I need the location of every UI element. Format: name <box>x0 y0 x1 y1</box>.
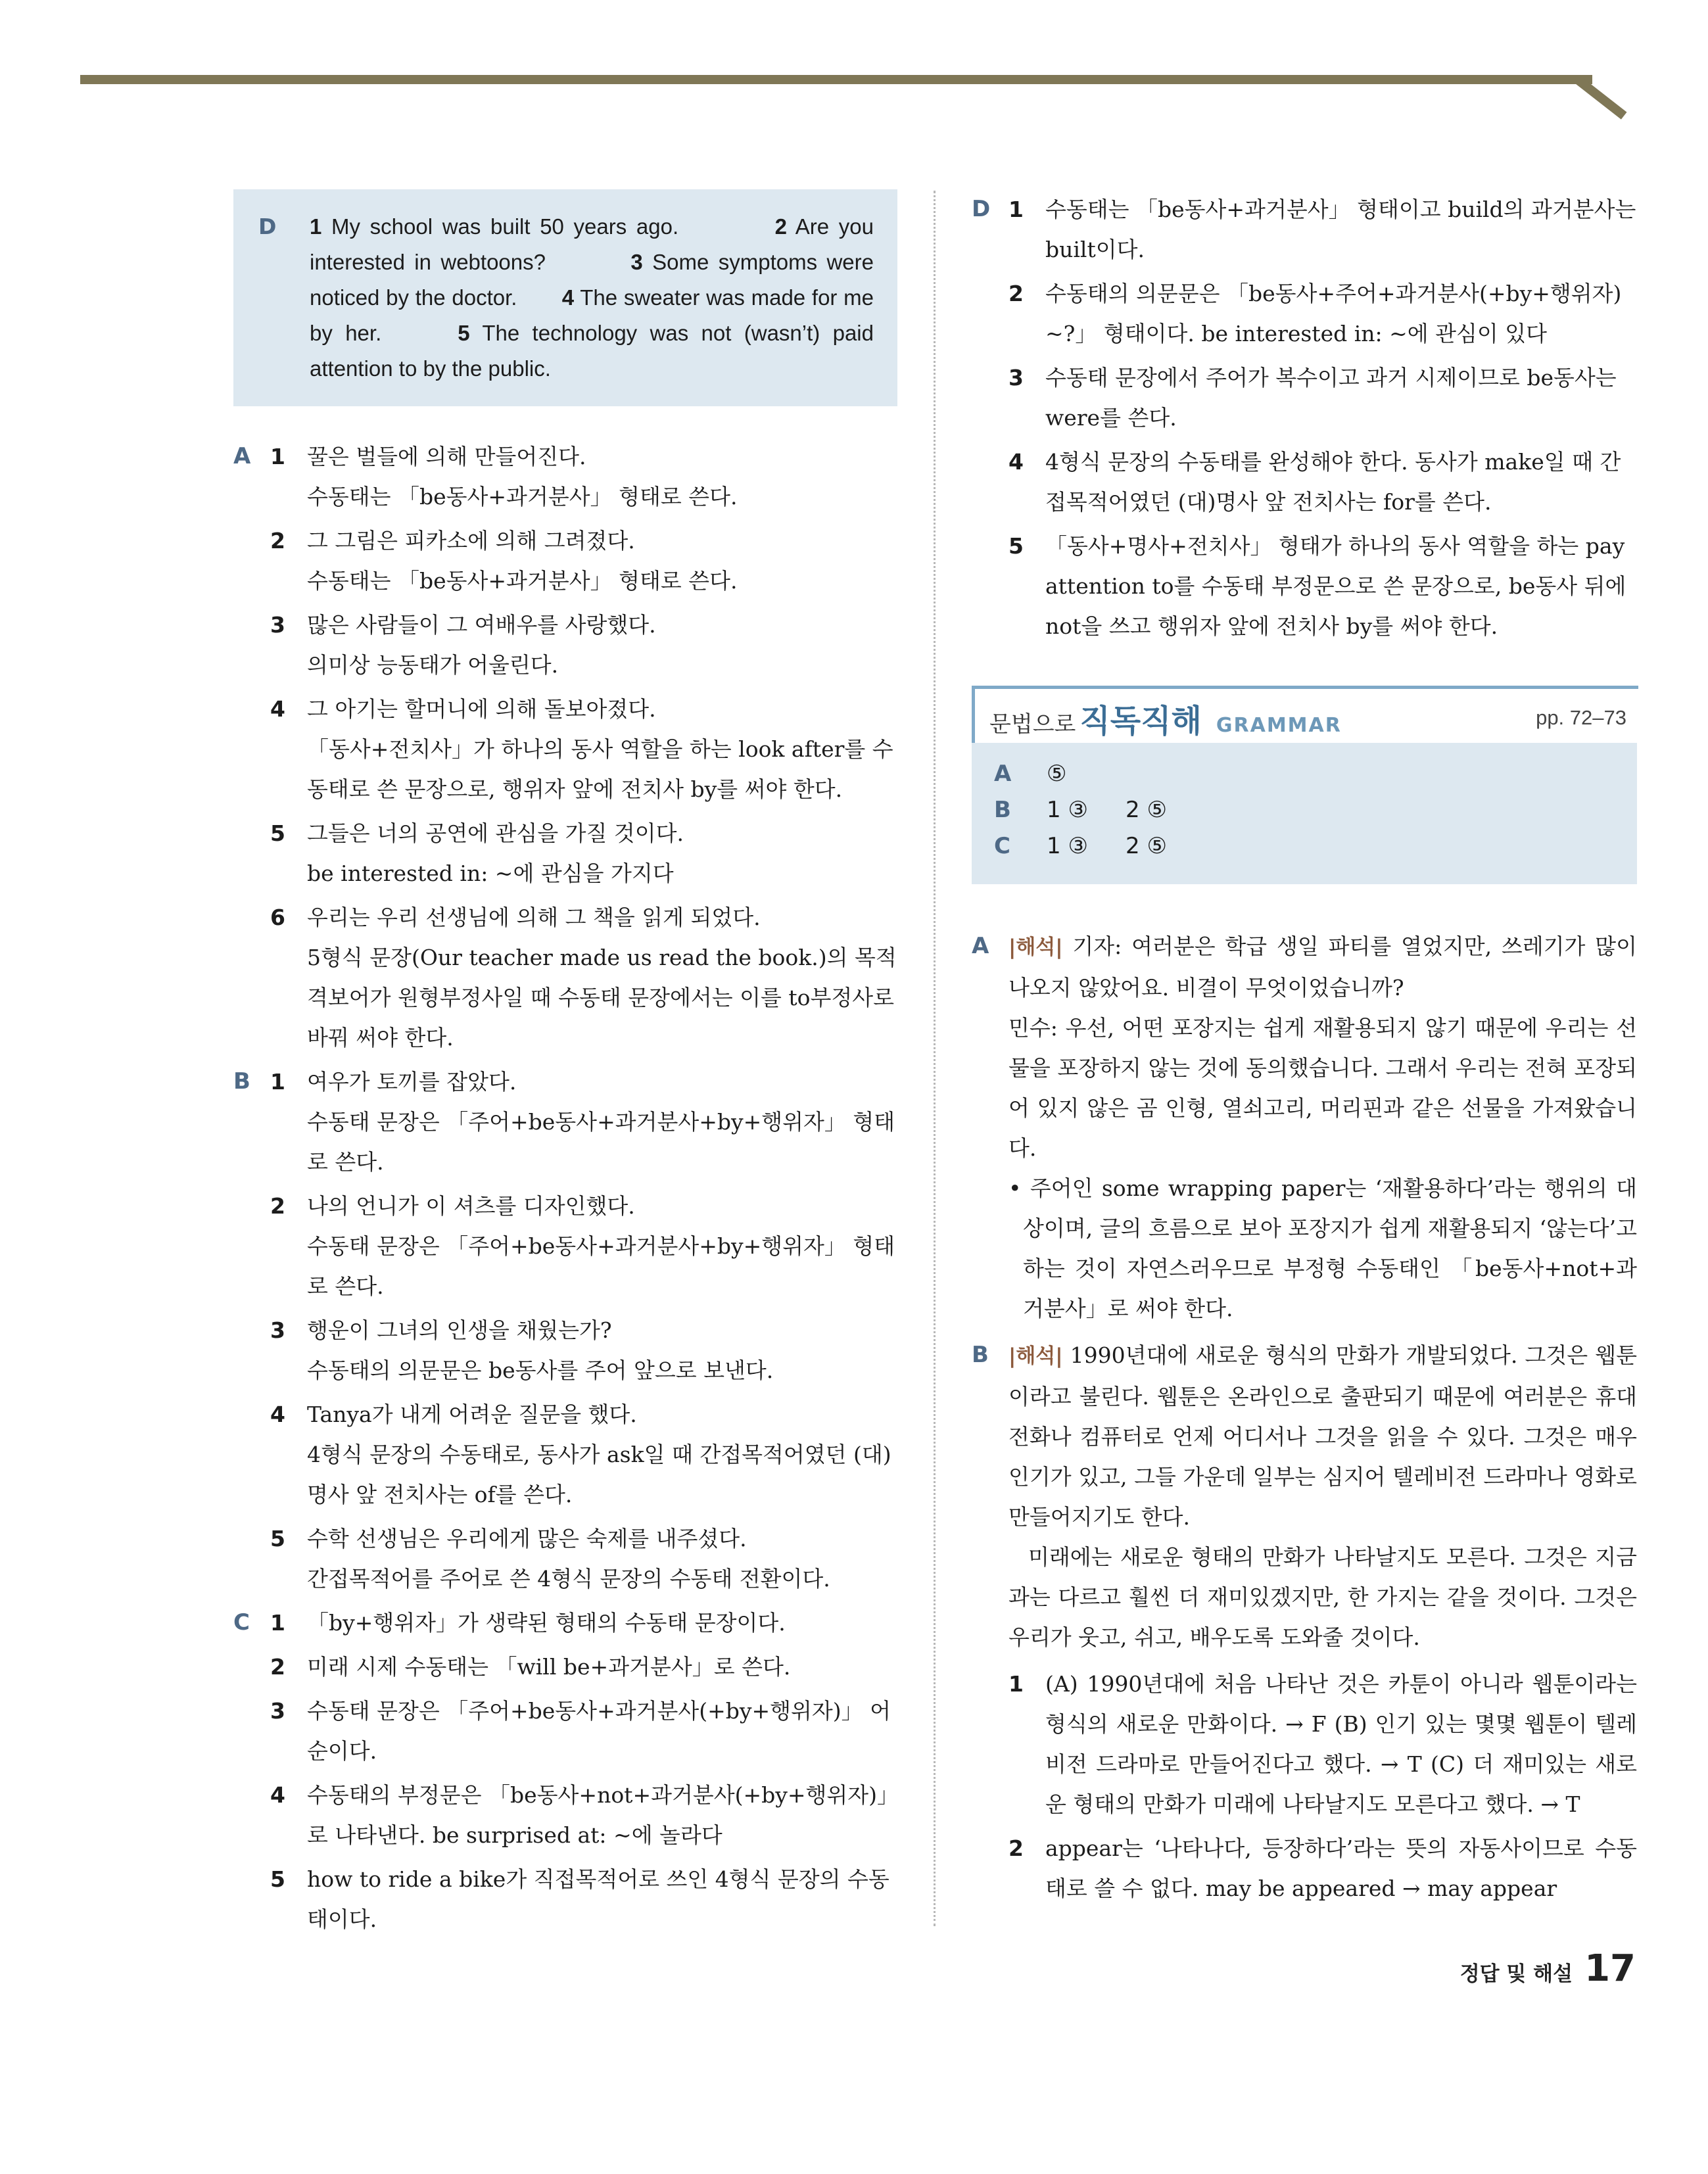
translation-tag: |해석| <box>1008 935 1063 959</box>
item-line: 5형식 문장(Our teacher made us read the book.)의 목적격보어가 원형부정사일 때 수동태 문장에서는 이를 to부정사로 바꿔 써야 한다. <box>307 945 897 1051</box>
item-number: 3 <box>270 612 285 638</box>
section-label: D <box>972 196 991 222</box>
item-number: 2 <box>1008 281 1024 306</box>
tag-text: 해석 <box>1016 935 1056 959</box>
item-line: 수동태 문장에서 주어가 복수이고 과거 시제이므로 be동사는 were를 쓴다. <box>1045 365 1617 431</box>
item-number: 4 <box>1008 449 1024 475</box>
answer-num: 2 <box>774 214 787 239</box>
reporter-line <box>1008 926 1637 1008</box>
footer-label: 정답 및 해설 <box>1459 1962 1573 1986</box>
translation-tag: |해석| <box>1008 1344 1063 1368</box>
item-line: 수동태의 의문문은 「be동사+주어+과거분사(+by+행위자) ~?」 형태이다. be interested in: ~에 관심이 있다 <box>1045 281 1622 346</box>
section-a <box>233 437 897 1058</box>
grammar-title <box>989 696 1342 741</box>
list-item <box>1008 273 1637 354</box>
answer-num: 1 <box>310 214 322 239</box>
list-item <box>270 1186 897 1306</box>
row-value: 2 ⑤ <box>1126 797 1167 823</box>
right-column <box>972 189 1637 1912</box>
section-label: B <box>233 1068 250 1095</box>
answer-box-d <box>233 189 897 406</box>
grammar-title-en: GRAMMAR <box>1216 714 1342 737</box>
list-item <box>1008 526 1637 646</box>
list-item <box>270 813 897 893</box>
item-line: 꿀은 벌들에 의해 만들어진다. <box>307 444 586 469</box>
item-number: 5 <box>1008 533 1024 559</box>
grammar-page-range: pp. 72–73 <box>1536 706 1626 729</box>
item-line: 우리는 우리 선생님에 의해 그 책을 읽게 되었다. <box>307 905 761 930</box>
list-item <box>270 897 897 1058</box>
grammar-answers <box>972 743 1637 884</box>
list-item <box>1008 358 1637 438</box>
item-number: 1 <box>270 1069 285 1095</box>
paragraph-2: 미래에는 새로운 형태의 만화가 나타날지도 모른다. 그것은 지금과는 다르고 훨씬 더 재미있겠지만, 한 가지는 같을 것이다. 그것은 우리가 웃고, 쉬고, 배우도록 도와줄 것이다. <box>1008 1544 1637 1650</box>
minsu-text: 민수: 우선, 어떤 포장지는 쉽게 재활용되지 않기 때문에 우리는 선물을 포장하지 않는 것에 동의했습니다. 그래서 우리는 전혀 포장되어 있지 않은 곰 인형, 열쇠고리, 머리핀과 같은 선물을 가져왔습니다. <box>1008 1015 1637 1161</box>
section-c <box>233 1603 897 1939</box>
item-line: 그 아기는 할머니에 의해 돌보아졌다. <box>307 696 656 722</box>
item-line: 행운이 그녀의 인생을 채웠는가? <box>307 1317 612 1343</box>
item-number: 2 <box>270 1193 285 1219</box>
answer-text: My school was built 50 years ago. <box>331 214 679 239</box>
row-label: B <box>994 797 1011 823</box>
item-line: 수동태는 「be동사+과거분사」 형태로 쓴다. <box>307 484 738 509</box>
item-line: 수동태 문장은 「주어+be동사+과거분사+by+행위자」 형태로 쓴다. <box>307 1233 895 1299</box>
section-d-explanations <box>972 189 1637 646</box>
grammar-title-small: 문법으로 <box>989 711 1076 738</box>
reporter-text: 기자: 여러분은 학급 생일 파티를 열었지만, 쓰레기가 많이 나오지 않았어요. 비결이 무엇이었습니까? <box>1008 933 1637 1001</box>
item-line: 미래 시제 수동태는 「will be+과거분사」로 쓴다. <box>307 1654 791 1680</box>
grammar-title-big: 직독직해 <box>1079 703 1202 740</box>
translation-b <box>972 1335 1637 1908</box>
answer-box-text <box>310 209 874 387</box>
explanations-left <box>233 437 897 1939</box>
answer-text: The technology was not (wasn’t) paid attention to by the public. <box>310 321 874 381</box>
list-item <box>270 1647 897 1687</box>
list-item <box>1008 1664 1637 1824</box>
item-number: 2 <box>270 1654 285 1680</box>
item-line: 「동사+명사+전치사」 형태가 하나의 동사 역할을 하는 pay attention to를 수동태 부정문으로 쓴 문장으로, be동사 뒤에 not을 쓰고 행위자 앞에 전치사 by를 써야 한다. <box>1045 533 1626 639</box>
tag-text: 해석 <box>1016 1344 1056 1368</box>
page-number: 17 <box>1584 1947 1636 1990</box>
item-number: 3 <box>270 1698 285 1724</box>
row-value: 2 ⑤ <box>1126 833 1167 859</box>
item-line: 수동태의 의문문은 be동사를 주어 앞으로 보낸다. <box>307 1358 774 1383</box>
list-item <box>1008 442 1637 522</box>
item-line: 여우가 토끼를 잡았다. <box>307 1069 517 1095</box>
item-line: (A) 1990년대에 처음 나타난 것은 카툰이 아니라 웹툰이라는 형식의 새로운 만화이다. → F (B) 인기 있는 몇몇 웹툰이 텔레비전 드라마로 만들어진다고 했다. → T (C) 더 재미있는 새로운 형태의 만화가 미래에 나타날지도 모른다고 했다. → T <box>1045 1671 1637 1817</box>
item-number: 2 <box>270 528 285 554</box>
item-line: 수동태는 「be동사+과거분사」 형태로 쓴다. <box>307 568 738 594</box>
item-number: 3 <box>270 1317 285 1343</box>
item-number: 1 <box>270 1610 285 1636</box>
list-item <box>270 437 897 517</box>
answer-num: 4 <box>561 285 575 310</box>
list-item <box>1008 189 1637 270</box>
section-b <box>233 1062 897 1599</box>
list-item <box>270 521 897 601</box>
grammar-panel-header <box>972 686 1637 743</box>
answer-text: Some symptoms were noticed by the doctor. <box>310 250 874 310</box>
section-label: A <box>233 443 251 469</box>
list-item <box>270 1691 897 1771</box>
section-label: A <box>972 933 989 959</box>
item-number: 4 <box>270 696 285 722</box>
item-number: 4 <box>270 1782 285 1808</box>
row-value: 1 ③ <box>1047 797 1088 823</box>
grammar-note: • 주어인 some wrapping paper는 ‘재활용하다’라는 행위의 대상이며, 글의 흐름으로 보아 포장지가 쉽게 재활용되지 ‘않는다’고 하는 것이 자연스러우므로 부정형 수동태인 「be동사+not+과거분사」로 써야 한다. <box>1008 1175 1637 1321</box>
section-label: B <box>972 1342 989 1368</box>
answer-num: 5 <box>458 321 470 345</box>
item-line: 나의 언니가 이 셔츠를 디자인했다. <box>307 1193 635 1219</box>
paragraph-1 <box>1008 1335 1637 1537</box>
top-rule-slant <box>1573 75 1626 120</box>
item-number: 4 <box>270 1402 285 1427</box>
section-label: C <box>233 1609 250 1636</box>
list-item <box>1008 1828 1637 1908</box>
item-number: 3 <box>1008 365 1024 390</box>
row-label: C <box>994 833 1010 859</box>
grammar-row <box>994 828 1615 864</box>
item-line: how to ride a bike가 직접목적어로 쓰인 4형식 문장의 수동태이다. <box>307 1866 890 1932</box>
list-item <box>270 1603 897 1643</box>
item-line: 4형식 문장의 수동태를 완성해야 한다. 동사가 make일 때 간접목적어였던 (대)명사 앞 전치사는 for를 쓴다. <box>1045 449 1621 515</box>
item-line: 그 그림은 피카소에 의해 그려졌다. <box>307 528 635 554</box>
grammar-row <box>994 756 1615 792</box>
item-line: 수학 선생님은 우리에게 많은 숙제를 내주셨다. <box>307 1526 747 1551</box>
item-line: 수동태 문장은 「주어+be동사+과거분사(+by+행위자)」 어순이다. <box>307 1698 891 1764</box>
item-number: 5 <box>270 1526 285 1551</box>
translation-sections <box>972 926 1637 1908</box>
item-line: 수동태는 「be동사+과거분사」 형태이고 build의 과거분사는 built이다. <box>1045 197 1636 262</box>
item-number: 1 <box>270 444 285 469</box>
list-item <box>270 1062 897 1182</box>
answer-box-label: D <box>258 214 277 239</box>
item-number: 5 <box>270 1866 285 1892</box>
item-line: 의미상 능동태가 어울린다. <box>307 652 559 678</box>
answer-num: 3 <box>630 250 643 274</box>
item-line: Tanya가 내게 어려운 질문을 했다. <box>307 1402 637 1427</box>
item-number: 5 <box>270 820 285 846</box>
row-value: 1 ③ <box>1047 833 1088 859</box>
answer-text: Are you interested in webtoons? <box>310 214 874 274</box>
list-item <box>270 605 897 685</box>
column-divider <box>934 191 936 1926</box>
row-label: A <box>994 761 1012 787</box>
translation-a <box>972 926 1637 1329</box>
item-number: 1 <box>1008 197 1024 222</box>
answer-text: The sweater was made for me by her. <box>310 285 874 345</box>
list-item <box>270 689 897 809</box>
list-item <box>270 1859 897 1939</box>
item-line: be interested in: ~에 관심을 가지다 <box>307 861 674 886</box>
item-line: 4형식 문장의 수동태로, 동사가 ask일 때 간접목적어였던 (대)명사 앞 전치사는 of를 쓴다. <box>307 1442 891 1507</box>
item-line: appear는 ‘나타나다, 등장하다’라는 뜻의 자동사이므로 수동태로 쓸 수 없다. may be appeared → may appear <box>1045 1835 1637 1901</box>
grammar-row <box>994 792 1615 828</box>
item-line: 많은 사람들이 그 여배우를 사랑했다. <box>307 612 656 638</box>
page-footer <box>1460 1947 1636 1990</box>
list-item <box>270 1519 897 1599</box>
item-line: 그들은 너의 공연에 관심을 가질 것이다. <box>307 820 684 846</box>
grammar-panel <box>972 686 1637 884</box>
left-column <box>233 189 897 1943</box>
row-value: ⑤ <box>1047 761 1067 787</box>
item-line: 수동태 문장은 「주어+be동사+과거분사+by+행위자」 형태로 쓴다. <box>307 1109 895 1175</box>
item-number: 6 <box>270 905 285 930</box>
item-number: 2 <box>1008 1835 1024 1861</box>
item-line: 「by+행위자」가 생략된 형태의 수동태 문장이다. <box>307 1610 786 1636</box>
item-line: 「동사+전치사」가 하나의 동사 역할을 하는 look after를 수동태로 쓴 문장으로, 행위자 앞에 전치사 by를 써야 한다. <box>307 736 893 802</box>
item-line: 간접목적어를 주어로 쓴 4형식 문장의 수동태 전환이다. <box>307 1566 830 1592</box>
list-item <box>270 1310 897 1390</box>
paragraph-text: 1990년대에 새로운 형식의 만화가 개발되었다. 그것은 웹툰이라고 불린다. 웹툰은 온라인으로 출판되기 때문에 여러분은 휴대 전화나 컴퓨터로 언제 어디서나 그것을 읽을 수 있다. 그것은 매우 인기가 있고, 그들 가운데 일부는 심지어 텔레비전 드라마나 영화로 만들어지기도 한다. <box>1008 1342 1637 1530</box>
list-item <box>270 1394 897 1515</box>
list-item <box>270 1775 897 1855</box>
item-number: 1 <box>1008 1671 1024 1697</box>
top-decorative-rule <box>80 75 1592 84</box>
item-line: 수동태의 부정문은 「be동사+not+과거분사(+by+행위자)」로 나타낸다. be surprised at: ~에 놀라다 <box>307 1782 888 1848</box>
